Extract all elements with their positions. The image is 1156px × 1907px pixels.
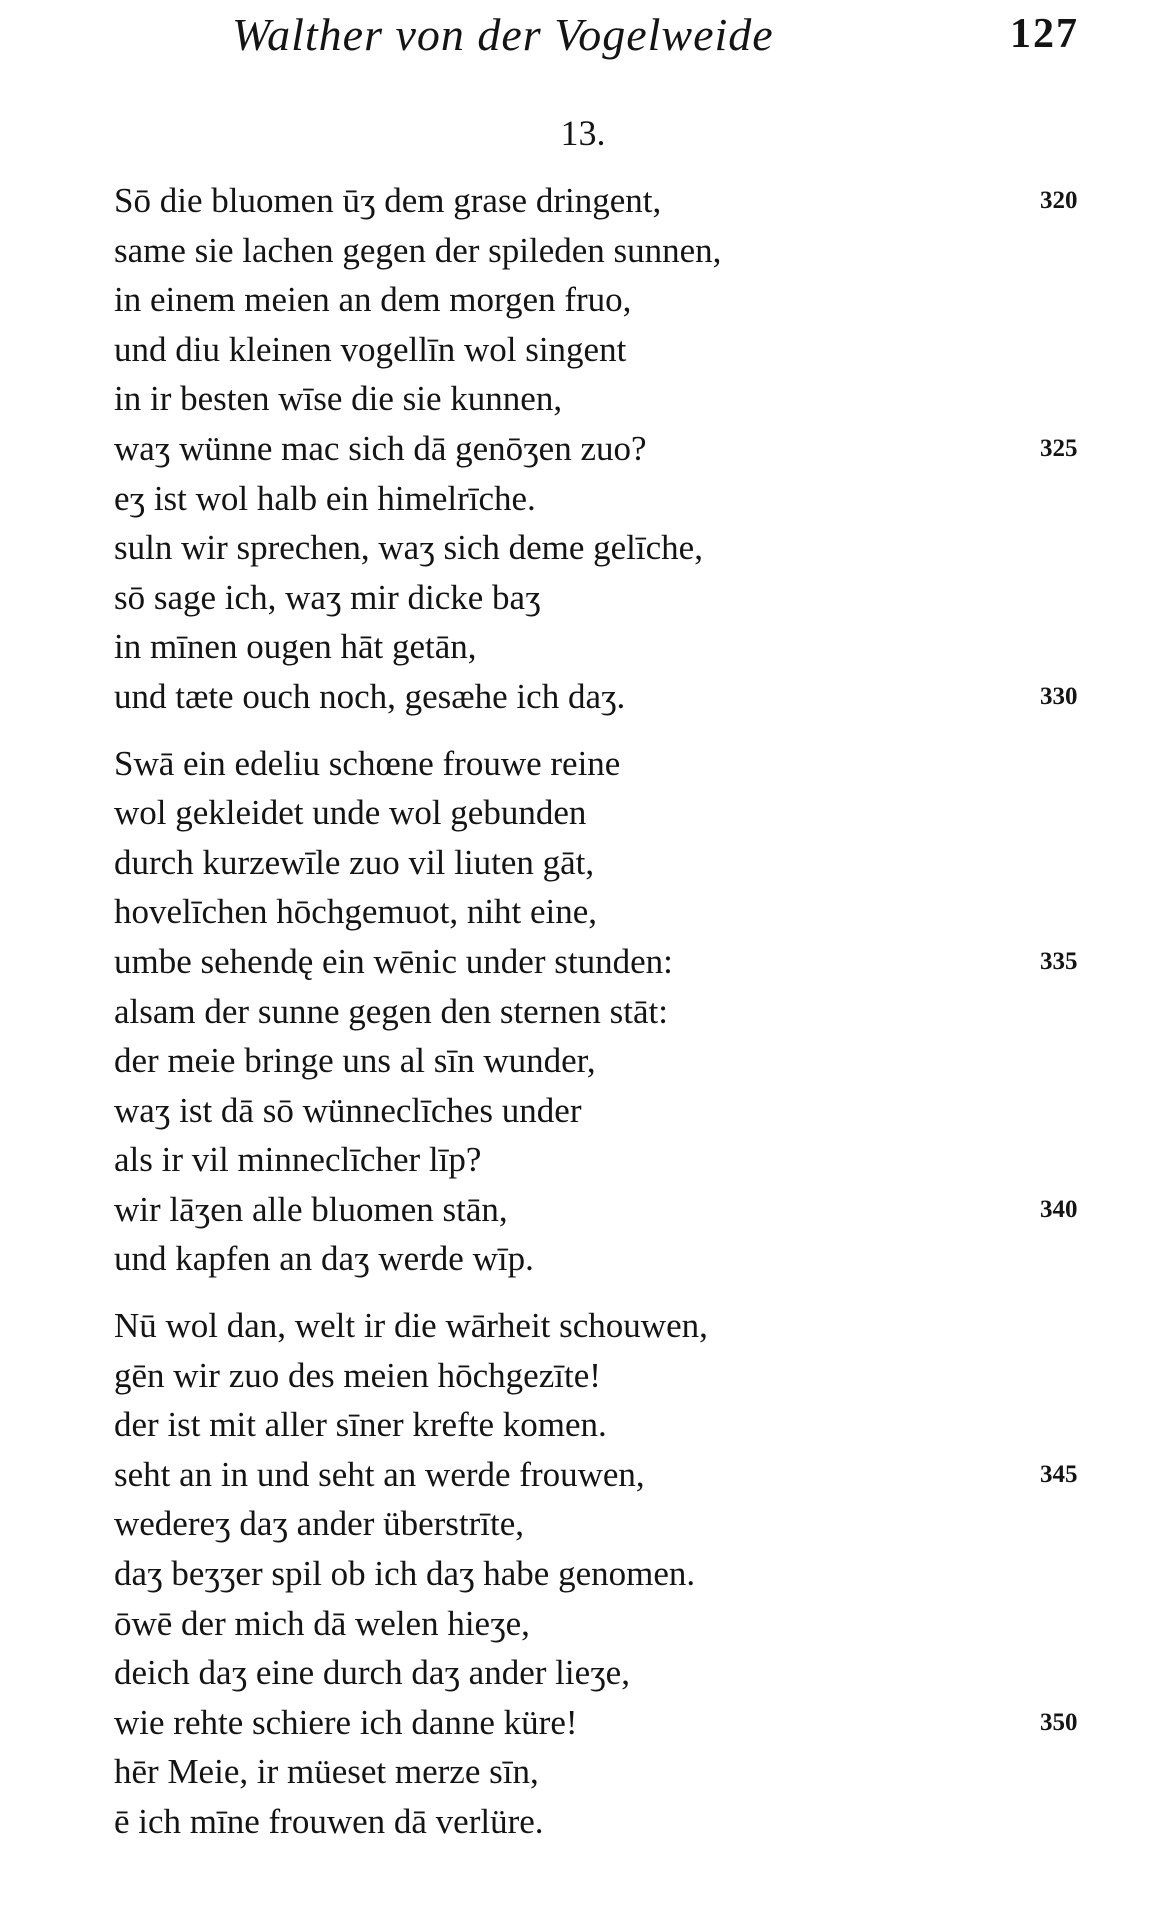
verse-line bbox=[114, 226, 1104, 276]
verse-text: als ir vil minneclīcher līp? bbox=[114, 1140, 482, 1180]
verse-line bbox=[114, 887, 1104, 937]
verse-line bbox=[114, 1036, 1104, 1086]
verse-line bbox=[114, 424, 1104, 474]
verse-line bbox=[114, 788, 1104, 838]
line-number: 340 bbox=[1040, 1195, 1078, 1223]
verse-text: waʒ wünne mac sich dā genōʒen zuo? bbox=[114, 428, 647, 468]
verse-text: deich daʒ eine durch daʒ ander lieʒe, bbox=[114, 1653, 630, 1693]
verse-text: und kapfen an daʒ werde wīp. bbox=[114, 1239, 534, 1279]
verse-line bbox=[114, 1351, 1104, 1401]
verse-text: eʒ ist wol halb ein himelrīche. bbox=[114, 478, 536, 518]
verse-text: daʒ beʒʒer spil ob ich daʒ habe genomen. bbox=[114, 1554, 696, 1594]
verse-text: hovelīchen hōchgemuot, niht eine, bbox=[114, 892, 598, 932]
line-number: 325 bbox=[1040, 434, 1078, 462]
verse-line bbox=[114, 1185, 1104, 1235]
page-number: 127 bbox=[1010, 11, 1079, 57]
verse-text: ē ich mīne frouwen dā verlüre. bbox=[114, 1802, 544, 1841]
verse-line bbox=[114, 176, 1104, 226]
verse-line bbox=[114, 1648, 1104, 1698]
verse-line bbox=[114, 838, 1104, 888]
verse-text: ōwē der mich dā welen hieʒe, bbox=[114, 1603, 530, 1643]
line-number: 330 bbox=[1040, 682, 1078, 710]
verse-text: der meie bringe uns al sīn wunder, bbox=[114, 1041, 596, 1081]
verse-text: suln wir sprechen, waʒ sich deme gelīche, bbox=[114, 528, 703, 568]
stanza-2 bbox=[114, 739, 1104, 1285]
verse-line bbox=[114, 739, 1104, 789]
verse-line bbox=[114, 622, 1104, 672]
verse-line bbox=[114, 1698, 1104, 1748]
verse-text: wol gekleidet unde wol gebunden bbox=[114, 793, 587, 833]
verse-text: waʒ ist dā sō wünneclīches under bbox=[114, 1090, 582, 1130]
running-title: Walther von der Vogelweide bbox=[232, 9, 774, 60]
verse-line bbox=[114, 1747, 1104, 1797]
stanza-1 bbox=[114, 176, 1104, 722]
verse-line bbox=[114, 325, 1104, 375]
verse-line bbox=[114, 474, 1104, 524]
verse-text: in einem meien an dem morgen fruo, bbox=[114, 280, 632, 320]
line-number: 320 bbox=[1040, 187, 1078, 214]
verse-line bbox=[114, 672, 1104, 722]
verse-line bbox=[114, 1599, 1104, 1649]
poem-body bbox=[114, 176, 1104, 1864]
verse-text: in mīnen ougen hāt getān, bbox=[114, 627, 477, 667]
verse-text: sō sage ich, waʒ mir dicke baʒ bbox=[114, 577, 541, 617]
verse-line bbox=[114, 1450, 1104, 1500]
verse-text: und tæte ouch noch, gesæhe ich daʒ. bbox=[114, 676, 626, 716]
verse-line bbox=[114, 374, 1104, 424]
verse-text: wir lāʒen alle bluomen stān, bbox=[114, 1189, 508, 1229]
verse-text: und diu kleinen vogellīn wol singent bbox=[114, 329, 627, 369]
poem-number: 13. bbox=[560, 113, 606, 153]
verse-text: der ist mit aller sīner krefte komen. bbox=[114, 1405, 607, 1445]
verse-line bbox=[114, 523, 1104, 573]
verse-line bbox=[114, 937, 1104, 987]
verse-line bbox=[114, 1234, 1104, 1284]
verse-line bbox=[114, 573, 1104, 623]
verse-line bbox=[114, 987, 1104, 1037]
verse-text: durch kurzewīle zuo vil liuten gāt, bbox=[114, 842, 595, 882]
verse-line bbox=[114, 1499, 1104, 1549]
verse-line bbox=[114, 1549, 1104, 1599]
verse-text: same sie lachen gegen der spileden sunnen, bbox=[114, 230, 722, 270]
verse-line bbox=[114, 1400, 1104, 1450]
line-number: 345 bbox=[1040, 1460, 1078, 1488]
verse-line bbox=[114, 1301, 1104, 1351]
verse-text: seht an in und seht an werde frouwen, bbox=[114, 1454, 645, 1494]
verse-text: wie rehte schiere ich danne küre! bbox=[114, 1702, 578, 1742]
verse-text: umbe sehendę ein wēnic under stunden: bbox=[114, 941, 673, 981]
line-number: 335 bbox=[1040, 947, 1078, 975]
verse-line bbox=[114, 1135, 1104, 1185]
verse-text: wedereʒ daʒ ander überstrīte, bbox=[114, 1504, 525, 1544]
verse-text: hēr Meie, ir müeset merze sīn, bbox=[114, 1752, 539, 1792]
verse-text: Nū wol dan, welt ir die wārheit schouwen, bbox=[114, 1306, 708, 1346]
verse-text: in ir besten wīse die sie kunnen, bbox=[114, 379, 563, 419]
verse-text: gēn wir zuo des meien hōchgezīte! bbox=[114, 1355, 601, 1395]
stanza-3 bbox=[114, 1301, 1104, 1847]
verse-line bbox=[114, 275, 1104, 325]
running-head bbox=[0, 8, 1156, 72]
line-number: 350 bbox=[1040, 1708, 1078, 1736]
verse-text: Sō die bluomen ūʒ dem grase dringent, bbox=[114, 181, 662, 220]
verse-text: Swā ein edeliu schœne frouwe reine bbox=[114, 743, 621, 783]
verse-line bbox=[114, 1086, 1104, 1136]
verse-line bbox=[114, 1797, 1104, 1847]
verse-text: alsam der sunne gegen den sternen stāt: bbox=[114, 991, 668, 1031]
